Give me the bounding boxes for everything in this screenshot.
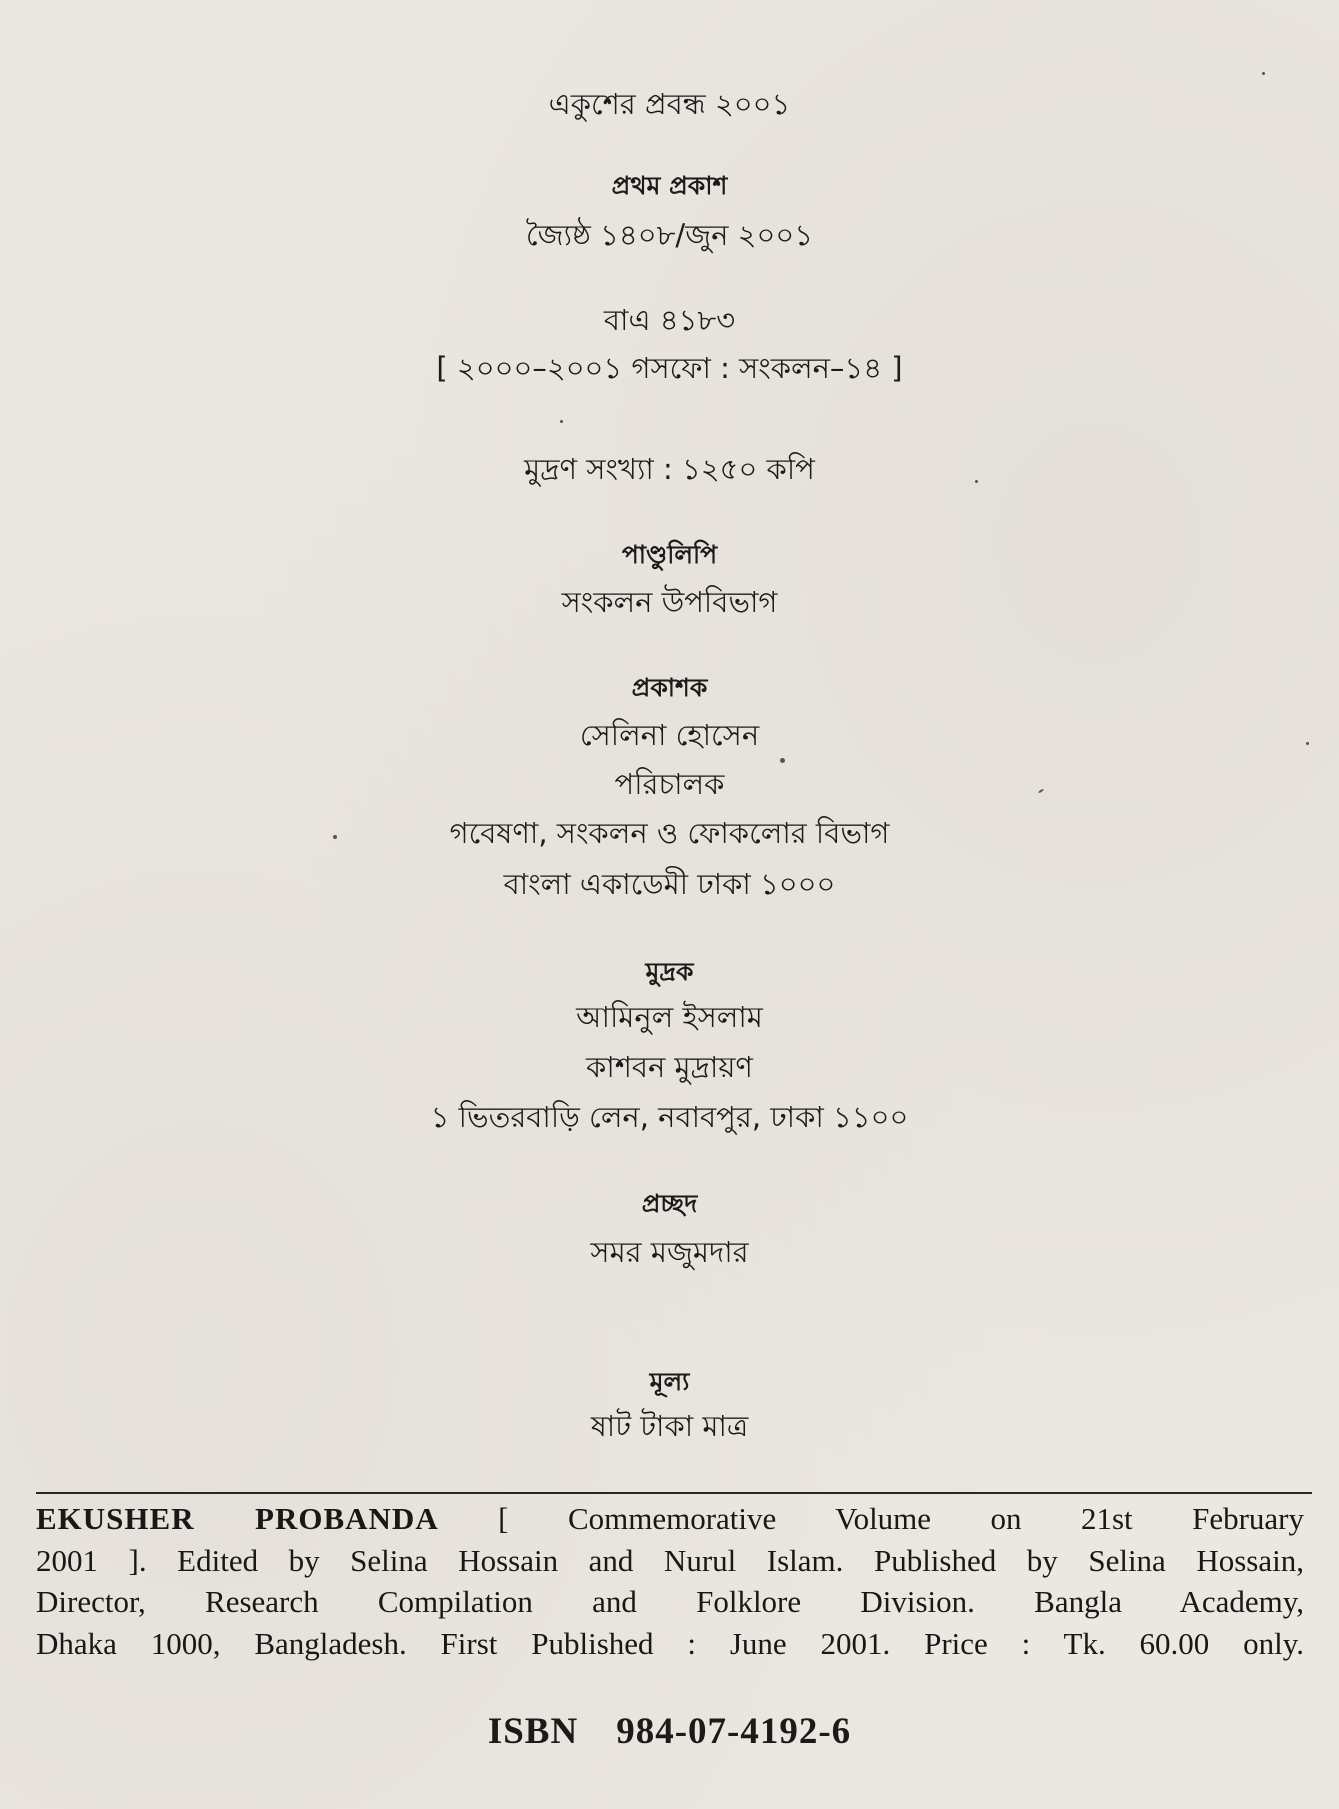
cover-artist: সমর মজুমদার [590, 1235, 749, 1269]
paper-speck [780, 758, 785, 763]
publisher-address: বাংলা একাডেমী ঢাকা ১০০০ [503, 867, 836, 901]
isbn-line [0, 1710, 1339, 1753]
english-book-title: EKUSHER PROBANDA [36, 1501, 439, 1536]
colophon-line-3: Director, Research Compilation and Folklore Division. Bangla Academy, [36, 1584, 1304, 1619]
compilation-reference: [ ২০০০–২০০১ গসফো : সংকলন–১৪ ] [436, 351, 903, 385]
divider-rule [36, 1492, 1312, 1494]
publisher-department: গবেষণা, সংকলন ও ফোকলোর বিভাগ [449, 816, 890, 850]
publisher-label: প্রকাশক [631, 673, 708, 702]
colophon-line-1-rest: [ Commemorative Volume on 21st February [498, 1501, 1304, 1536]
colophon-line-2: 2001 ]. Edited by Selina Hossain and Nurul Islam. Published by Selina Hossain, [36, 1542, 1304, 1578]
first-edition-date: জ্যৈষ্ঠ ১৪০৮/জুন ২০০১ [525, 218, 814, 252]
printer-press: কাশবন মুদ্রায়ণ [586, 1050, 753, 1084]
print-run: মুদ্রণ সংখ্যা : ১২৫০ কপি [524, 452, 815, 486]
price-label: মূল্য [649, 1367, 690, 1396]
paper-speck [560, 420, 563, 423]
paper-speck [1306, 742, 1309, 745]
printer-address: ১ ভিতরবাড়ি লেন, নবাবপুর, ঢাকা ১১০০ [430, 1100, 909, 1134]
colophon-line-1 [36, 1498, 1304, 1540]
publisher-name: সেলিনা হোসেন [579, 718, 760, 752]
printer-name: আমিনুল ইসলাম [576, 1000, 763, 1034]
paper-speck [333, 835, 337, 839]
printer-label: মুদ্রক [645, 957, 694, 986]
colophon-line-4: Dhaka 1000, Bangladesh. First Published : June 2001. Price : Tk. 60.00 only. [36, 1625, 1304, 1661]
book-title-bangla: একুশের প্রবন্ধ ২০০১ [548, 87, 791, 121]
price-value: ষাট টাকা মাত্র [590, 1409, 749, 1443]
publisher-title: পরিচালক [614, 767, 725, 801]
manuscript-label: পাণ্ডুলিপি [621, 540, 718, 569]
paper-speck [1262, 72, 1265, 75]
paper-speck [975, 480, 978, 483]
cover-label: প্রচ্ছদ [641, 1189, 698, 1218]
isbn-label: ISBN [487, 1711, 579, 1752]
catalogue-code: বাএ ৪১৮৩ [603, 303, 736, 337]
manuscript-value: সংকলন উপবিভাগ [561, 585, 778, 619]
isbn-number: 984-07-4192-6 [616, 1711, 852, 1752]
first-edition-label: প্রথম প্রকাশ [611, 171, 728, 200]
english-colophon [36, 1498, 1304, 1664]
